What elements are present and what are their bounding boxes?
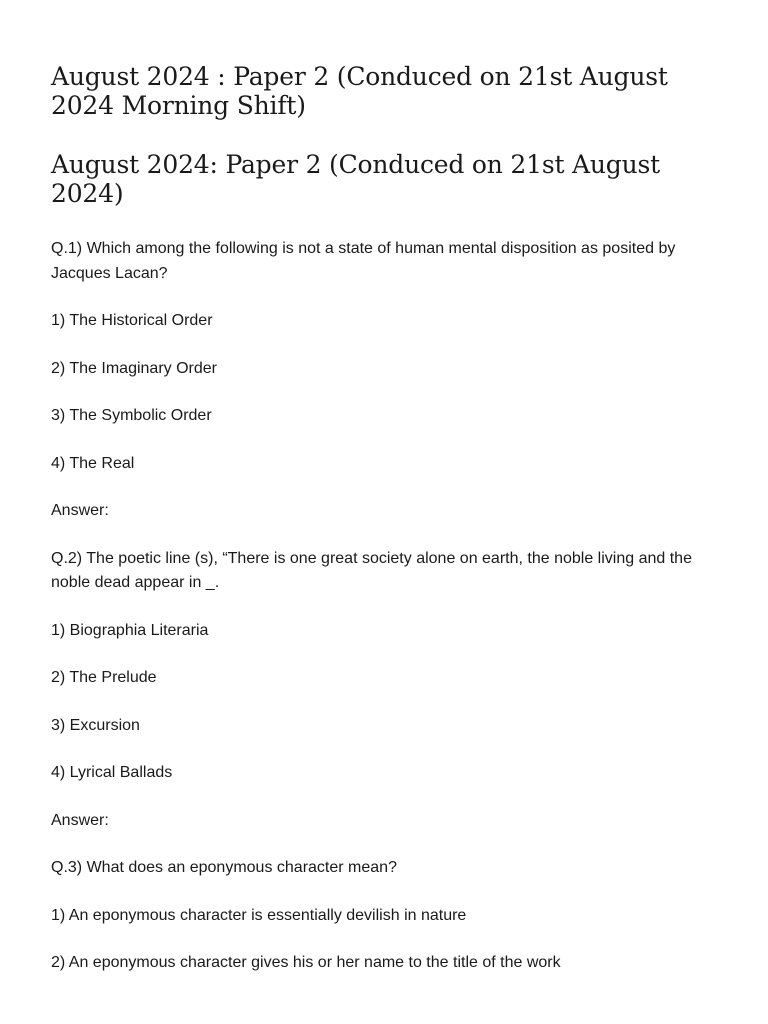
- question-3-text: Q.3) What does an eponymous character mean?: [51, 859, 397, 876]
- question-2-option-4: 4) Lyrical Ballads: [51, 764, 173, 781]
- question-3-option-2: 2) An eponymous character gives his or her name to the title of the work: [51, 954, 561, 971]
- document-page: [51, 62, 721, 999]
- question-2-answer-label: Answer:: [51, 811, 109, 829]
- question-1-text: Q.1) Which among the following is not a state of human mental disposition as posited by Jacques Lacan?: [51, 240, 676, 282]
- question-1-option-3: 3) The Symbolic Order: [51, 407, 212, 424]
- question-3-option-1: 1) An eponymous character is essentially devilish in nature: [51, 906, 467, 924]
- question-1-answer-label: Answer:: [51, 502, 109, 519]
- document-subtitle: August 2024: Paper 2 (Conduced on 21st August 2024): [51, 150, 660, 208]
- question-1-option-1: 1) The Historical Order: [51, 312, 213, 329]
- question-2-option-2: 2) The Prelude: [51, 669, 157, 686]
- question-2-option-3: 3) Excursion: [51, 716, 140, 734]
- question-2-option-1: 1) Biographia Literaria: [51, 621, 209, 639]
- document-title: August 2024 : Paper 2 (Conduced on 21st August 2024 Morning Shift): [51, 62, 668, 120]
- question-2-text: Q.2) The poetic line (s), “There is one great society alone on earth, the noble living and the noble dead appear in _.: [51, 549, 692, 591]
- question-1-option-2: 2) The Imaginary Order: [51, 359, 217, 377]
- question-1-option-4: 4) The Real: [51, 454, 135, 472]
